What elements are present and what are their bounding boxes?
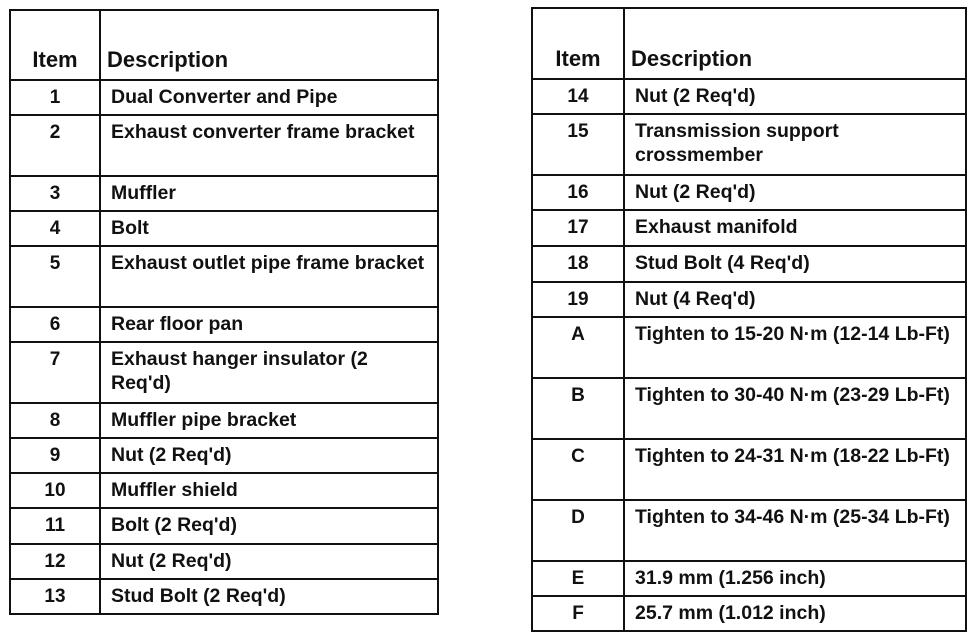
description-cell: Transmission support crossmember [624, 114, 966, 175]
table-header-row [10, 10, 438, 80]
item-cell: 18 [532, 246, 624, 282]
item-cell: 3 [10, 176, 100, 211]
table-row [532, 596, 966, 631]
description-cell: Rear floor pan [100, 307, 438, 342]
table-row [532, 317, 966, 378]
description-cell: Muffler [100, 176, 438, 211]
item-cell: B [532, 378, 624, 439]
item-cell: C [532, 439, 624, 500]
item-cell: 10 [10, 473, 100, 508]
table-row [10, 342, 438, 403]
description-cell: Exhaust outlet pipe frame bracket [100, 246, 438, 307]
description-cell: Muffler pipe bracket [100, 403, 438, 438]
table-row [10, 438, 438, 473]
description-cell: Nut (2 Req'd) [100, 544, 438, 579]
table-row [10, 579, 438, 614]
item-cell: E [532, 561, 624, 596]
description-column-header: Description [100, 10, 438, 80]
table-row [10, 176, 438, 211]
table-row [10, 307, 438, 342]
description-cell: Exhaust converter frame bracket [100, 115, 438, 176]
table-row [10, 211, 438, 246]
table-row [532, 114, 966, 175]
item-cell: 1 [10, 80, 100, 115]
item-cell: 16 [532, 175, 624, 210]
description-cell: Exhaust hanger insulator (2 Req'd) [100, 342, 438, 403]
description-cell: 31.9 mm (1.256 inch) [624, 561, 966, 596]
description-cell: Bolt (2 Req'd) [100, 508, 438, 544]
table-row [10, 508, 438, 544]
item-cell: 2 [10, 115, 100, 176]
item-column-header: Item [10, 10, 100, 80]
item-cell: 8 [10, 403, 100, 438]
table-row [532, 561, 966, 596]
description-cell: Stud Bolt (2 Req'd) [100, 579, 438, 614]
item-cell: 13 [10, 579, 100, 614]
parts-table-right [531, 7, 967, 632]
table-row [532, 246, 966, 282]
item-cell: 19 [532, 282, 624, 317]
item-cell: 7 [10, 342, 100, 403]
table-row [10, 544, 438, 579]
description-cell: Tighten to 15-20 N·m (12-14 Lb-Ft) [624, 317, 966, 378]
table-row [532, 439, 966, 500]
item-cell: 4 [10, 211, 100, 246]
description-cell: Bolt [100, 211, 438, 246]
description-cell: Dual Converter and Pipe [100, 80, 438, 115]
description-cell: 25.7 mm (1.012 inch) [624, 596, 966, 631]
item-cell: 15 [532, 114, 624, 175]
description-cell: Tighten to 24-31 N·m (18-22 Lb-Ft) [624, 439, 966, 500]
table-row [10, 403, 438, 438]
item-cell: 14 [532, 79, 624, 114]
description-cell: Stud Bolt (4 Req'd) [624, 246, 966, 282]
table-row [10, 246, 438, 307]
description-cell: Nut (2 Req'd) [100, 438, 438, 473]
item-cell: 9 [10, 438, 100, 473]
description-cell: Nut (2 Req'd) [624, 175, 966, 210]
item-cell: D [532, 500, 624, 561]
table-row [532, 210, 966, 246]
description-cell: Muffler shield [100, 473, 438, 508]
item-cell: 6 [10, 307, 100, 342]
table-header-row [532, 8, 966, 79]
table-row [532, 175, 966, 210]
item-cell: 11 [10, 508, 100, 544]
item-column-header: Item [532, 8, 624, 79]
table-row [10, 115, 438, 176]
table-row [532, 79, 966, 114]
parts-table-left [9, 9, 439, 615]
table-row [532, 282, 966, 317]
description-cell: Nut (2 Req'd) [624, 79, 966, 114]
table-row [532, 378, 966, 439]
description-cell: Nut (4 Req'd) [624, 282, 966, 317]
item-cell: 5 [10, 246, 100, 307]
description-cell: Tighten to 34-46 N·m (25-34 Lb-Ft) [624, 500, 966, 561]
item-cell: 12 [10, 544, 100, 579]
description-column-header: Description [624, 8, 966, 79]
item-cell: F [532, 596, 624, 631]
item-cell: 17 [532, 210, 624, 246]
table-row [532, 500, 966, 561]
description-cell: Tighten to 30-40 N·m (23-29 Lb-Ft) [624, 378, 966, 439]
table-row [10, 80, 438, 115]
item-cell: A [532, 317, 624, 378]
table-row [10, 473, 438, 508]
description-cell: Exhaust manifold [624, 210, 966, 246]
